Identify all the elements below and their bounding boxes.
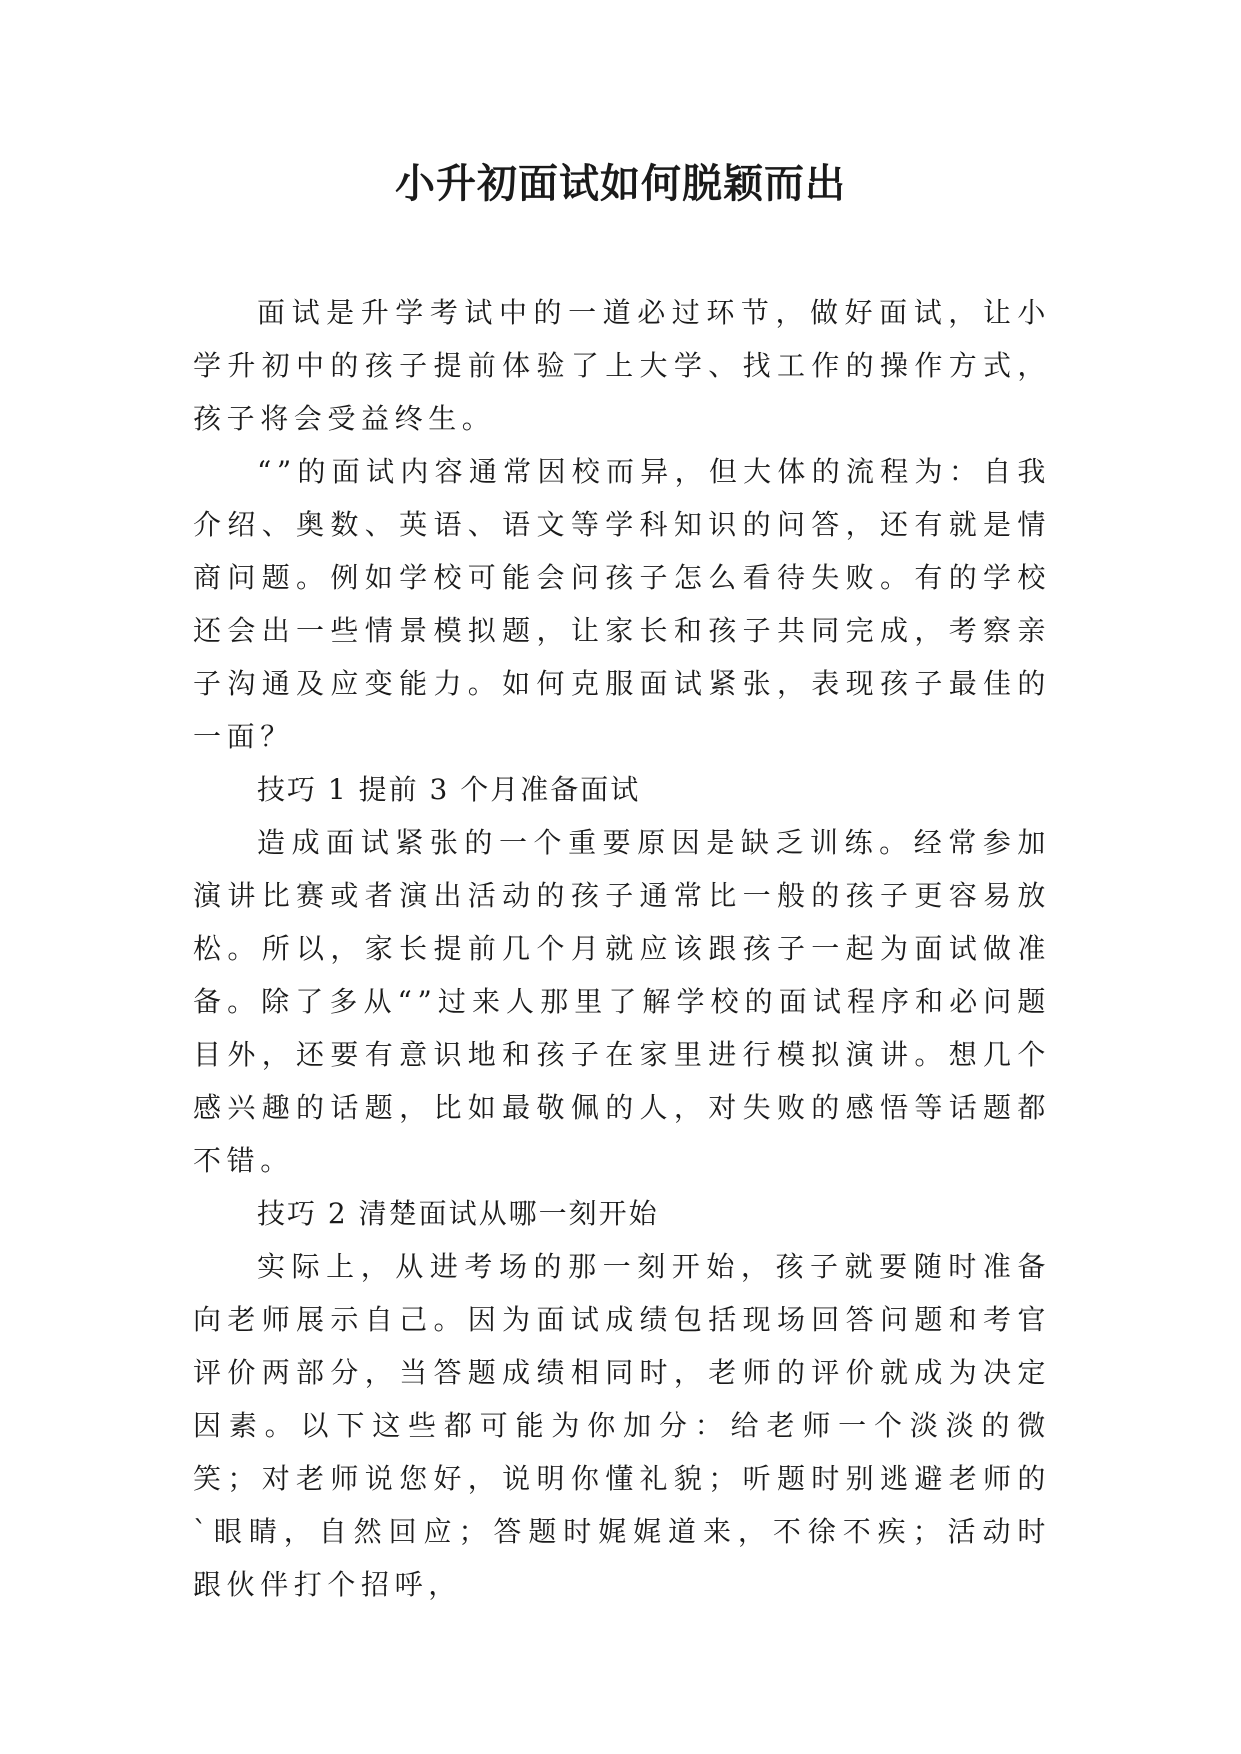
paragraph-tip-2: 实际上，从进考场的那一刻开始，孩子就要随时准备向老师展示自己。因为面试成绩包括现场回答问题和考官评价两部分，当答题成绩相同时，老师的评价就成为决定因素。以下这些都可能为你加分：给老师一个淡淡的微笑；对老师说您好，说明你懂礼貌；听题时别逃避老师的`眼睛，自然回应；答题时娓娓道来，不徐不疾；活动时跟伙伴打个招呼， — [193, 1250, 1051, 1601]
paragraph-tip-1: 造成面试紧张的一个重要原因是缺乏训练。经常参加演讲比赛或者演出活动的孩子通常比一般的孩子更容易放松。所以，家长提前几个月就应该跟孩子一起为面试做准备。除了多从“”过来人那里了解学校的面试程序和必问题目外，还要有意识地和孩子在家里进行模拟演讲。想几个感兴趣的话题，比如最敬佩的人，对失败的感悟等话题都不错。 — [193, 826, 1051, 1177]
tip-2-heading: 技巧 2 清楚面试从哪一刻开始 — [257, 1197, 659, 1230]
tip-1-heading: 技巧 1 提前 3 个月准备面试 — [257, 773, 641, 806]
paragraph-intro: 面试是升学考试中的一道必过环节，做好面试，让小学升初中的孩子提前体验了上大学、找工作的操作方式，孩子将会受益终生。 — [193, 296, 1051, 435]
paragraph-interview-content: “”的面试内容通常因校而异，但大体的流程为：自我介绍、奥数、英语、语文等学科知识的问答，还有就是情商问题。例如学校可能会问孩子怎么看待失败。有的学校还会出一些情景模拟题，让家长和孩子共同完成，考察亲子沟通及应变能力。如何克服面试紧张，表现孩子最佳的一面？ — [193, 455, 1051, 753]
document-title: 小升初面试如何脱颖而出 — [395, 160, 846, 207]
document-body — [193, 286, 1051, 1611]
